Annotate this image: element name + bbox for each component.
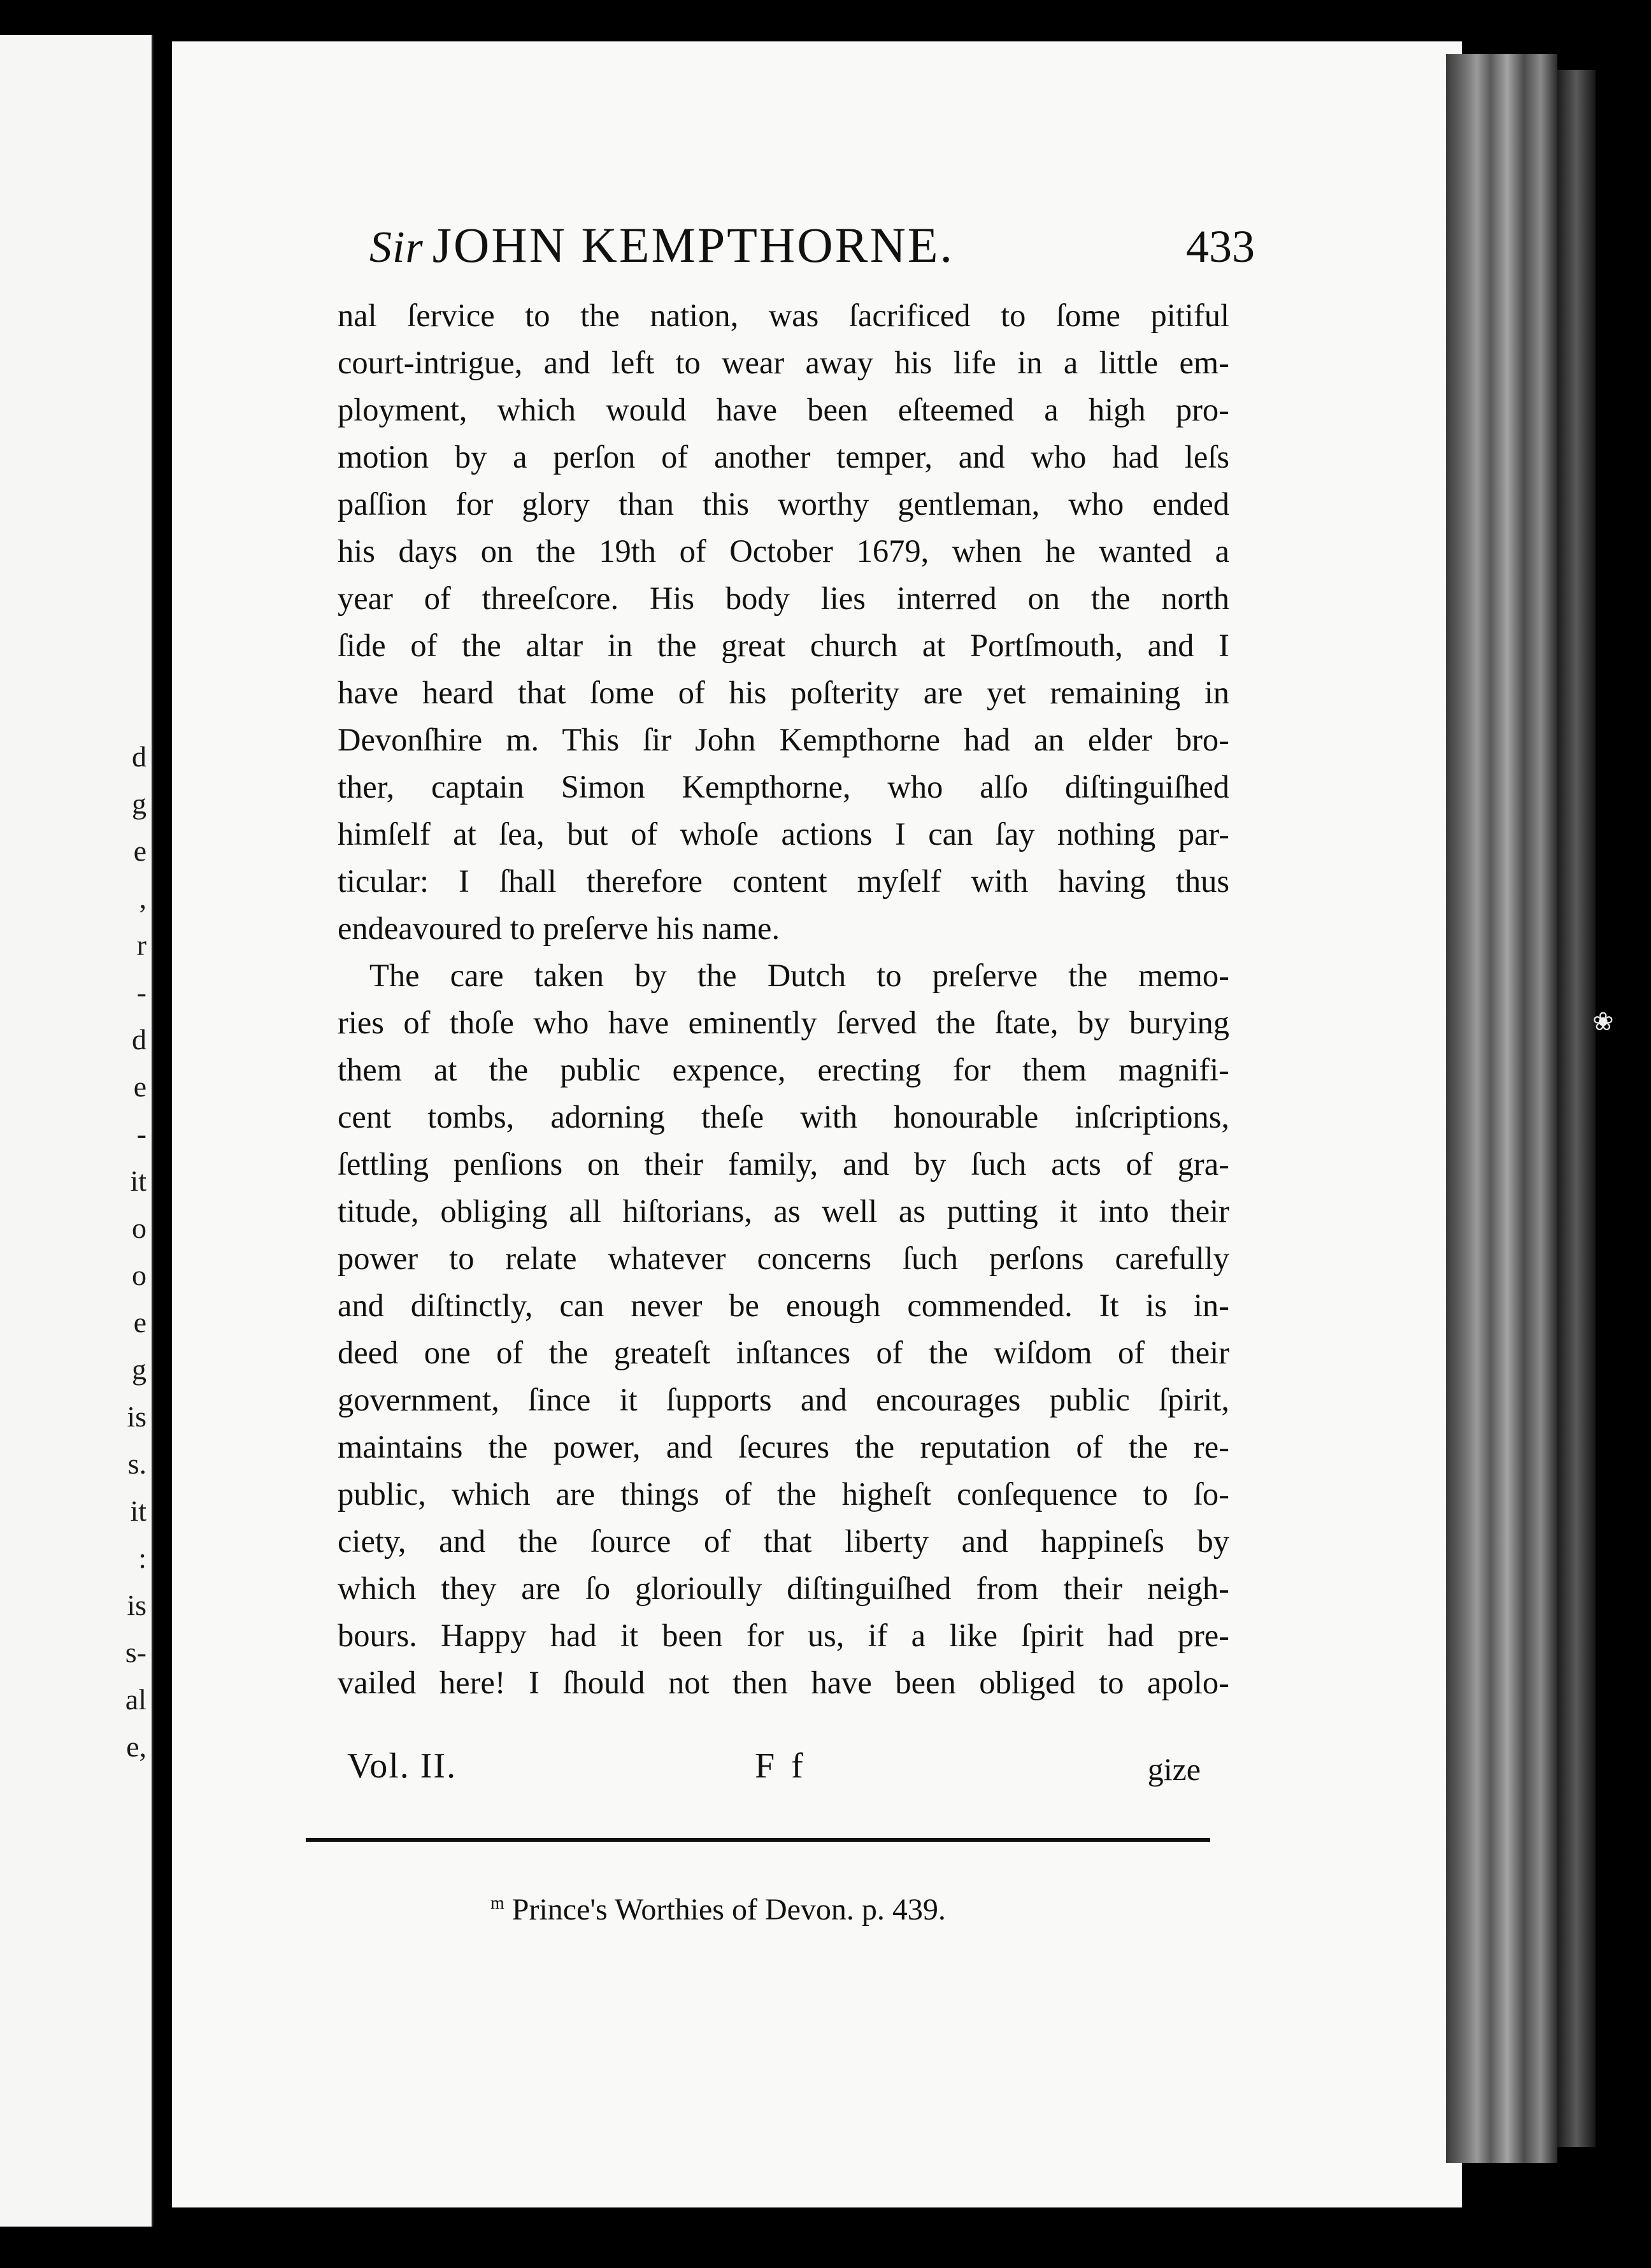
facing-page-fragment: , xyxy=(139,882,147,914)
paragraph-first-line: The care taken by the Dutch to preſerve the memo- xyxy=(369,958,1229,993)
facing-page xyxy=(0,35,154,2227)
facing-page-fragment: o xyxy=(132,1259,147,1291)
facing-page-fragment: g xyxy=(132,787,147,820)
text-line: which they are ſo glorioully diſtinguiſhed from their neigh- xyxy=(338,1570,1229,1606)
facing-page-fragment: : xyxy=(138,1542,147,1574)
text-line: public, which are things of the higheſt conſequence to ſo- xyxy=(338,1476,1229,1512)
text-line: deed one of the greateſt inſtances of the wiſdom of their xyxy=(338,1335,1229,1370)
scan-speck: ❀ xyxy=(1592,1007,1614,1036)
signature-mark: F f xyxy=(755,1746,807,1786)
facing-page-fragment: e xyxy=(133,835,147,867)
facing-page-fragment: e xyxy=(133,1306,147,1339)
facing-page-fragment: is xyxy=(127,1400,147,1433)
text-line: power to relate whatever concerns ſuch perſons carefully xyxy=(338,1240,1229,1276)
facing-page-fragment: e, xyxy=(126,1730,147,1763)
running-head-prefix: Sir xyxy=(369,223,424,272)
running-head-name: JOHN KEMPTHORNE. xyxy=(432,217,955,273)
text-line: ticular: I ſhall therefore content myſelf with having thus xyxy=(338,863,1229,899)
facing-page-fragment: al xyxy=(125,1683,147,1716)
volume-label: Vol. II. xyxy=(347,1746,457,1786)
text-line: and diſtinctly, can never be enough commended. It is in- xyxy=(338,1288,1229,1323)
text-line: court-intrigue, and left to wear away his life in a little em- xyxy=(338,345,1229,380)
text-line: ſide of the altar in the great church at Portſmouth, and I xyxy=(338,628,1229,663)
text-line: ployment, which would have been eſteemed a high pro- xyxy=(338,392,1229,427)
facing-page-fragment: - xyxy=(136,1117,147,1150)
running-head xyxy=(369,217,1255,287)
facing-page-fragment: s- xyxy=(125,1636,147,1669)
catchword: gize xyxy=(1147,1751,1201,1787)
facing-page-fragment: r xyxy=(136,929,147,961)
facing-page-fragment: s. xyxy=(127,1447,147,1480)
text-line: endeavoured to preſerve his name. xyxy=(338,910,780,946)
footnote-marker: m xyxy=(490,1893,504,1913)
text-line: paſſion for glory than this worthy gentleman, who ended xyxy=(338,486,1229,522)
text-line: ciety, and the ſource of that liberty and happineſs by xyxy=(338,1523,1229,1559)
facing-page-fragment: - xyxy=(136,976,147,1008)
running-head-title xyxy=(369,217,954,274)
footnote-rule xyxy=(306,1838,1210,1842)
facing-page-fragment: is xyxy=(127,1589,147,1621)
facing-page-fragment: d xyxy=(132,1023,147,1056)
text-line: them at the public expence, erecting for them magnifi- xyxy=(338,1052,1229,1087)
text-line: year of threeſcore. His body lies interred on the north xyxy=(338,580,1229,616)
text-line: his days on the 19th of October 1679, when he wanted a xyxy=(338,533,1229,569)
text-line: bours. Happy had it been for us, if a like ſpirit had pre- xyxy=(338,1618,1229,1653)
text-line: ries of thoſe who have eminently ſerved the ſtate, by burying xyxy=(338,1005,1229,1040)
text-line: have heard that ſome of his poſterity are yet remaining in xyxy=(338,675,1229,710)
text-line: government, ſince it ſupports and encourages public ſpirit, xyxy=(338,1382,1229,1418)
text-line: nal ſervice to the nation, was ſacrificed to ſome pitiful xyxy=(338,298,1229,333)
footnote-text: Prince's Worthies of Devon. p. 439. xyxy=(511,1893,946,1927)
page-number: 433 xyxy=(1186,221,1255,272)
page-footer xyxy=(347,1746,1201,1797)
page-fore-edge xyxy=(1446,54,1557,2163)
facing-page-fragment: it xyxy=(130,1165,147,1197)
facing-page-fragment: e xyxy=(133,1070,147,1103)
facing-page-fragment: d xyxy=(132,740,147,773)
facing-page-fragment: g xyxy=(132,1353,147,1386)
text-line: cent tombs, adorning theſe with honourable inſcriptions, xyxy=(338,1099,1229,1135)
text-line: ſettling penſions on their family, and by ſuch acts of gra- xyxy=(338,1146,1229,1182)
text-line: ther, captain Simon Kempthorne, who alſo diſtinguiſhed xyxy=(338,769,1229,805)
text-line: Devonſhire m. This ſir John Kempthorne had an elder bro- xyxy=(338,722,1229,757)
body-text xyxy=(338,292,1229,1706)
facing-page-fragment: o xyxy=(132,1212,147,1244)
text-line: himſelf at ſea, but of whoſe actions I can ſay nothing par- xyxy=(338,816,1229,852)
binding-edge xyxy=(1557,70,1596,2147)
text-line: motion by a perſon of another temper, and who had leſs xyxy=(338,439,1229,475)
text-line: maintains the power, and ſecures the reputation of the re- xyxy=(338,1429,1229,1465)
footnote xyxy=(490,1892,946,1927)
facing-page-fragment: it xyxy=(130,1495,147,1527)
text-line: vailed here! I ſhould not then have been obliged to apolo- xyxy=(338,1665,1229,1700)
text-line: titude, obliging all hiſtorians, as well as putting it into their xyxy=(338,1193,1229,1229)
